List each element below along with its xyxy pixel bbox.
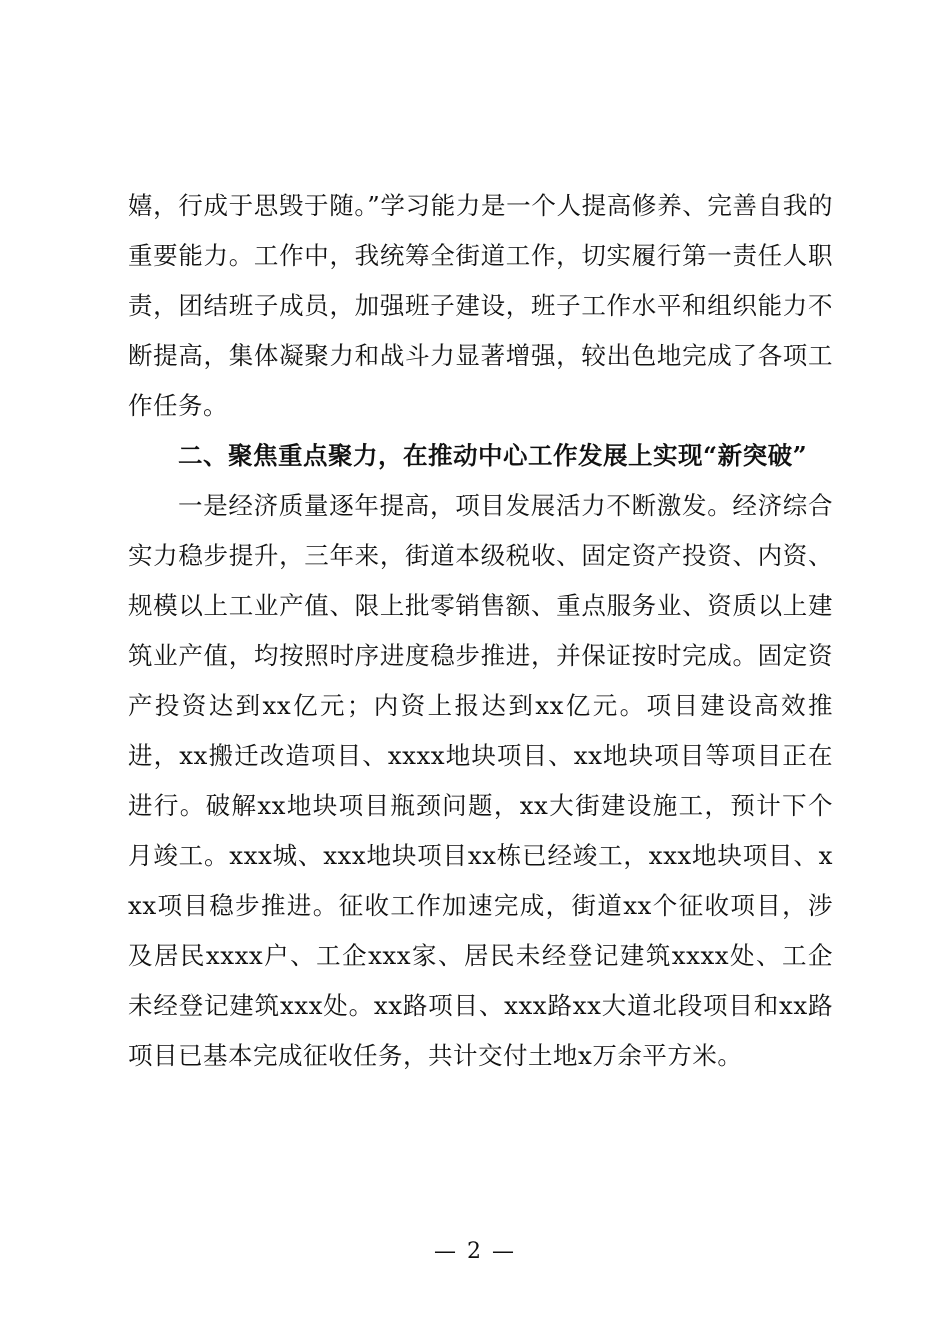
document-body bbox=[128, 181, 833, 1081]
paragraph-economy: 一是经济质量逐年提高，项目发展活力不断激发。经济综合实力稳步提升，三年来，街道本级税收、固定资产投资、内资、规模以上工业产值、限上批零销售额、重点服务业、资质以上建筑业产值，均按照时序进度稳步推进，并保证按时完成。固定资产投资达到xx亿元；内资上报达到xx亿元。项目建设高效推进，xx搬迁改造项目、xxxx地块项目、xx地块项目等项目正在进行。破解xx地块项目瓶颈问题，xx大街建设施工，预计下个月竣工。xxx城、xxx地块项目xx栋已经竣工，xxx地块项目、xxx项目稳步推进。征收工作加速完成，街道xx个征收项目，涉及居民xxxx户、工企xxx家、居民未经登记建筑xxxx处、工企未经登记建筑xxx处。xx路项目、xxx路xx大道北段项目和xx路项目已基本完成征收任务，共计交付土地x万余平方米。 bbox=[128, 491, 833, 1070]
page-number: — 2 — bbox=[434, 1239, 516, 1264]
paragraph-continued: 嬉，行成于思毁于随。”学习能力是一个人提高修养、完善自我的重要能力。工作中，我统筹全街道工作，切实履行第一责任人职责，团结班子成员，加强班子建设，班子工作水平和组织能力不断提高，集体凝聚力和战斗力显著增强，较出色地完成了各项工作任务。 bbox=[128, 191, 833, 420]
section-heading: 二、聚焦重点聚力，在推动中心工作发展上实现“新突破” bbox=[178, 441, 808, 470]
